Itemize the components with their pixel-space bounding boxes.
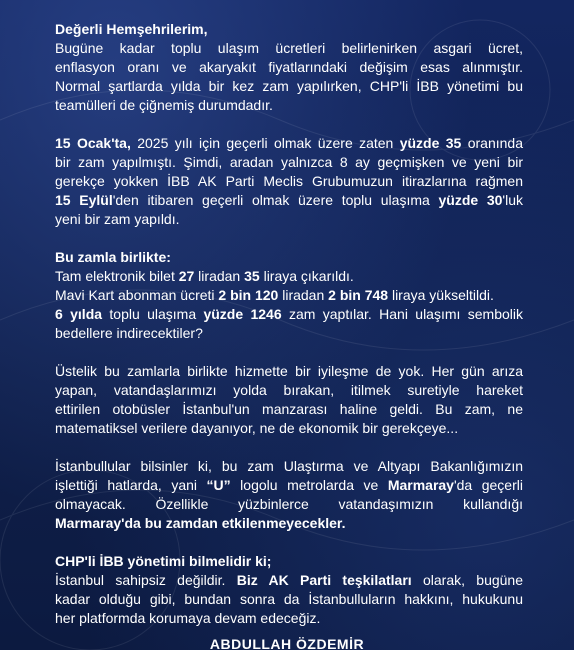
- letter-body: [55, 20, 523, 647]
- p3-line-1: [55, 267, 523, 286]
- p2-line-4-end: 'luk: [502, 192, 523, 208]
- percent-35: yüzde 35: [399, 135, 462, 151]
- p3-line-1-mid: liradan: [194, 268, 245, 284]
- p3-line-4: bedellere indirecektiler?: [55, 325, 203, 341]
- p1-line-3: Normal şartlarda yılda bir kez zam yapılırken, CHP'li İBB yönetimi bu: [55, 78, 523, 94]
- p5-line-2: [55, 476, 523, 495]
- p3-line-3: [55, 305, 523, 324]
- p4-line-4: matematiksel verilere dayanıyor, ne de ekonomik bir gerekçeye...: [55, 420, 459, 436]
- date-january: 15 Ocak'ta,: [55, 135, 131, 151]
- marmaray-statement: Marmaray'da bu zamdan etkilenmeyecekler.: [55, 515, 346, 531]
- p3-line-2-mid: liradan: [278, 287, 329, 303]
- p2-line-5: yeni bir zam yapıldı.: [55, 211, 180, 227]
- marmaray-bold: Marmaray: [387, 477, 454, 493]
- p6-line-1-text: İstanbul sahipsiz değildir.: [55, 572, 237, 588]
- p1-line-2: enflasyon oranı ve akaryakıt fiyatlarındaki değişim esas alınmıştır.: [55, 59, 523, 75]
- p2-line-1-text: 2025 yılı için geçerli olmak üzere zaten: [130, 135, 400, 151]
- p5-line-3: olmayacak. Özellikle yüzbinlerce vatandaşımızın kullandığı: [55, 496, 523, 512]
- p4-line-2: yapan, vatandaşlarımızı yolda bırakan, itilmek suretiyle hareket: [55, 382, 523, 398]
- p6-line-2: kadar olduğu gibi, bundan sonra da İstanbulluların hakkını, hukukunu: [55, 591, 523, 607]
- value-2120: 2 bin 120: [218, 287, 279, 303]
- p2-line-1-end: oranında: [461, 135, 523, 151]
- date-september: 15 Eylül: [55, 192, 113, 208]
- p6-line-1: [55, 571, 523, 590]
- closing-paragraph: [55, 552, 523, 628]
- p5-line-2-mid: logolu metrolarda ve: [230, 477, 388, 493]
- p3-line-1-text: Tam elektronik bilet: [55, 268, 179, 284]
- p2-line-1: [55, 134, 523, 153]
- p3-line-2: [55, 286, 523, 305]
- signature: ABDULLAH ÖZDEMİR: [209, 636, 365, 650]
- p3-line-1-end: liraya çıkarıldı.: [259, 268, 354, 284]
- p2-line-3: gerekçe yokken İBB AK Parti Meclis Grubumuzun itirazlarına rağmen: [55, 173, 523, 189]
- details-heading: Bu zamla birlikte:: [55, 249, 171, 265]
- ak-parti-bold: Biz AK Parti teşkilatları: [236, 572, 412, 588]
- p6-line-1-end: olarak, bugüne: [411, 572, 523, 588]
- p5-line-2-end: 'da geçerli: [453, 477, 523, 493]
- value-1246: yüzde 1246: [203, 306, 282, 322]
- p2-line-4: [55, 191, 523, 210]
- marmaray-paragraph: [55, 457, 523, 533]
- p4-line-3: ettirilen otobüsler İstanbul'un manzarası haline geldi. Bu zam, ne: [55, 401, 523, 417]
- value-35: 35: [244, 268, 260, 284]
- p5-line-4: [55, 514, 523, 533]
- p3-line-2-end: liraya yükseltildi.: [388, 287, 494, 303]
- p5-line-1: İstanbullular bilsinler ki, bu zam Ulaştırma ve Altyapı Bakanlığımızın: [55, 458, 523, 474]
- p2-line-2: bir zam yapılmıştı. Şimdi, aradan yalnızca 8 ay geçmişken ve yeni bir: [55, 154, 523, 170]
- details-paragraph: [55, 248, 523, 343]
- closing-heading: CHP'li İBB yönetimi bilmelidir ki;: [55, 553, 272, 569]
- value-6-years: 6 yılda: [55, 306, 103, 322]
- p3-line-3-text: toplu ulaşıma: [102, 306, 204, 322]
- p5-line-2-text: işlettiği hatlarda, yani: [55, 477, 207, 493]
- percent-30: yüzde 30: [438, 192, 503, 208]
- p2-line-4-text: 'den itibaren geçerli olmak üzere toplu ulaşıma: [112, 192, 439, 208]
- p4-line-1: Üstelik bu zamlarla birlikte hizmette bir iyileşme de yok. Her gün arıza: [55, 363, 523, 379]
- u-logo-text: “U”: [206, 477, 231, 493]
- p3-line-3-end: zam yaptılar. Hani ulaşımı sembolik: [281, 306, 523, 322]
- increase-paragraph: [55, 134, 523, 229]
- service-paragraph: [55, 362, 523, 438]
- p1-line-1: Bugüne kadar toplu ulaşım ücretleri belirlenirken asgari ücret,: [55, 40, 523, 56]
- value-27: 27: [178, 268, 195, 284]
- p1-line-4: teamülleri de çiğnemiş durumdadır.: [55, 97, 273, 113]
- p6-line-3: her platformda korumaya devam edeceğiz.: [55, 610, 321, 626]
- greeting: Değerli Hemşehrilerim,: [55, 21, 208, 37]
- greeting-paragraph: [55, 20, 523, 115]
- p3-line-2-text: Mavi Kart abonman ücreti: [55, 287, 219, 303]
- value-2748: 2 bin 748: [328, 287, 389, 303]
